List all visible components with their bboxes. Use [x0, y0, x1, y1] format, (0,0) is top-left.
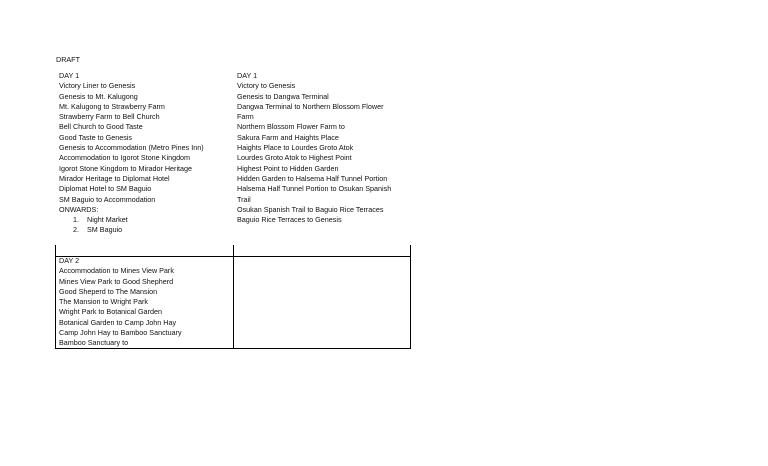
itinerary-line: Igorot Stone Kingdom to Mirador Heritage: [59, 163, 193, 173]
itinerary-line: Genesis to Dangwa Terminal: [237, 91, 329, 101]
itinerary-line: Sakura Farm and Haights Place: [237, 132, 339, 142]
itinerary-line: SM Baguio to Accommodation: [59, 194, 156, 204]
itinerary-line: Good Taste to Genesis: [59, 132, 132, 142]
list-text: SM Baguio: [87, 225, 123, 235]
table-border: [410, 256, 411, 349]
table-border: [55, 256, 56, 349]
itinerary-line: Accommodation to Igorot Stone Kingdom: [59, 153, 191, 163]
itinerary-line: Dangwa Terminal to Northern Blossom Flower: [237, 101, 384, 111]
list-number: 2.: [73, 225, 79, 235]
day1-right-cell: [237, 71, 391, 225]
itinerary-line: Strawberry Farm to Bell Church: [59, 112, 160, 122]
list-number: 1.: [73, 215, 79, 225]
itinerary-line: Diplomat Hotel to SM Baguio: [59, 184, 152, 194]
itinerary-line: Botanical Garden to Camp John Hay: [59, 317, 177, 327]
itinerary-line: Northern Blossom Flower Farm to: [237, 122, 345, 132]
itinerary-line: Victory to Genesis: [237, 81, 296, 91]
day1-left-cell: [59, 71, 204, 236]
itinerary-line: Mt. Kalugong to Strawberry Farm: [59, 101, 165, 111]
itinerary-line: Mines View Park to Good Shepherd: [59, 276, 174, 286]
itinerary-line: Baguio Rice Terraces to Genesis: [237, 215, 342, 225]
itinerary-line: Trail: [237, 194, 251, 204]
itinerary-line: The Mansion to Wright Park: [59, 297, 148, 307]
onwards-list-item: [59, 225, 204, 235]
onwards-heading: ONWARDS:: [59, 204, 99, 214]
day1-left-title: DAY 1: [59, 71, 80, 80]
day2-left-cell: [59, 256, 182, 349]
draft-label: DRAFT: [56, 55, 80, 64]
itinerary-line: Victory Liner to Genesis: [59, 81, 136, 91]
day1-right-title: DAY 1: [237, 71, 258, 80]
onwards-list-item: [59, 215, 204, 225]
table-border: [233, 256, 234, 349]
itinerary-line: Halsema Half Tunnel Portion to Osukan Spanish: [237, 184, 392, 194]
itinerary-line: Bell Church to Good Taste: [59, 122, 143, 132]
itinerary-line: Osukan Spanish Trail to Baguio Rice Terraces: [237, 204, 384, 214]
table-border: [55, 245, 56, 256]
itinerary-line: Wright Park to Botanical Garden: [59, 307, 162, 317]
itinerary-line: Good Sheperd to The Mansion: [59, 286, 158, 296]
itinerary-line: Mirador Heritage to Diplomat Hotel: [59, 173, 170, 183]
itinerary-line: Farm: [237, 112, 254, 122]
itinerary-line: Hidden Garden to Halsema Half Tunnel Portion: [237, 173, 388, 183]
itinerary-line: Haights Place to Lourdes Groto Atok: [237, 143, 354, 153]
day2-title: DAY 2: [59, 256, 80, 265]
itinerary-line: Bamboo Sanctuary to: [59, 338, 129, 348]
itinerary-line: Lourdes Groto Atok to Highest Point: [237, 153, 352, 163]
itinerary-line: Highest Point to Hidden Garden: [237, 163, 339, 173]
list-text: Night Market: [87, 215, 128, 225]
itinerary-line: Genesis to Mt. Kalugong: [59, 91, 138, 101]
itinerary-line: Accommodation to Mines View Park: [59, 266, 174, 276]
table-border: [410, 245, 411, 256]
itinerary-line: Genesis to Accommodation (Metro Pines Inn): [59, 143, 204, 153]
itinerary-line: Camp John Hay to Bamboo Sanctuary: [59, 328, 182, 338]
table-border: [233, 245, 234, 256]
